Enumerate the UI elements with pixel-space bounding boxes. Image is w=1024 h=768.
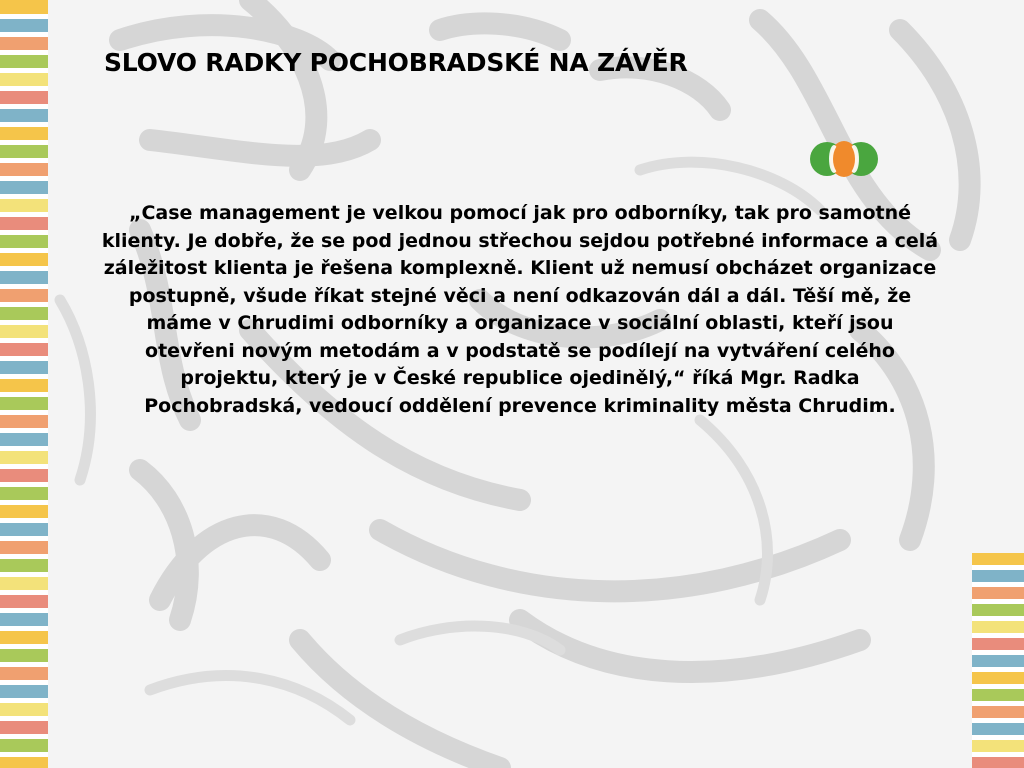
slide-title: SLOVO RADKY POCHOBRADSKÉ NA ZÁVĚR	[104, 48, 688, 77]
left-color-stripe	[0, 0, 48, 768]
three-circles-logo-icon	[808, 138, 880, 180]
quote-text: „Case management je velkou pomocí jak pro odborníky, tak pro samotné klienty. Je dobře, že se pod jednou střechou sejdou potřebné informace a celá záležitost klienta je řešena komplexně. Klient už nemusí obcházet organizace postupně, všude říkat stejné věci a není odkazován dál a dál. Těší mě, že máme v Chrudimi odborníky a organizace v sociální oblasti, kteří jsou otevřeni novým metodám a v podstatě se podílejí na vytváření celého projektu, který je v České republice ojedinělý,“ říká Mgr. Radka Pochobradská, vedoucí oddělení prevence kriminality města Chrudim.	[101, 202, 939, 417]
right-color-stripe	[972, 553, 1024, 768]
